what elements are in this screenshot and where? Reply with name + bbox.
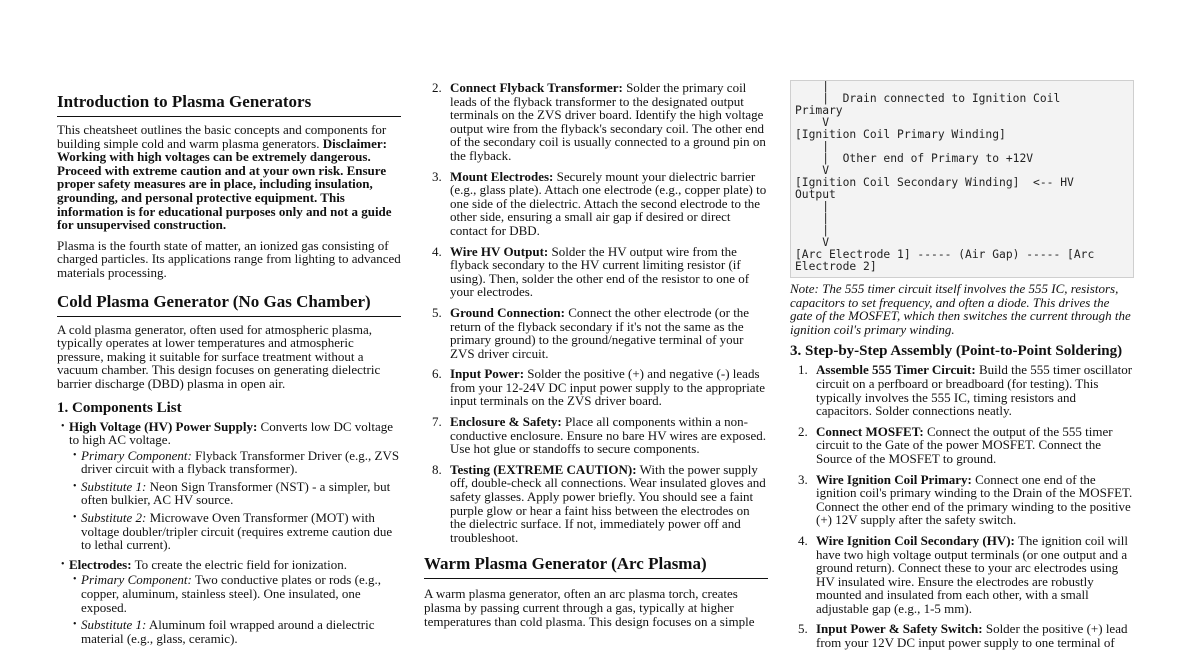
intro-paragraph xyxy=(57,123,401,232)
step-item xyxy=(790,534,1134,616)
step-number: 1. xyxy=(798,362,808,378)
step-item xyxy=(424,245,768,299)
sub-item-label: Substitute 1: xyxy=(81,617,147,633)
step-number: 8. xyxy=(432,461,442,477)
step-text: Solder the positive (+) and negative (-) leads from your 12-24V DC input power supply to the appropriate input terminals on the ZVS driver board. xyxy=(450,366,765,409)
step-label: Assemble 555 Timer Circuit: xyxy=(816,362,976,378)
intro-text: This cheatsheet outlines the basic concepts and components for building simple cold and warm plasma generators. xyxy=(57,122,387,151)
step-text: Solder the HV output wire from the flyback secondary to the HV current limiting resistor (if using). Then, solder the other end of the resistor to one of your electrodes. xyxy=(450,243,750,300)
sub-item-label: Substitute 1: xyxy=(81,478,147,494)
step-text: Securely mount your dielectric barrier (e.g., glass plate). Attach one electrode (e.g., copper plate) to one side of the dielectric. Attach the second electrode to the other side, ensuring a small air gap if desired or direct contact for DBD. xyxy=(450,168,767,238)
step-item xyxy=(424,306,768,360)
step-number: 3. xyxy=(798,471,808,487)
plasma-definition: Plasma is the fourth state of matter, an ionized gas consisting of charged particles. Its applications range from lighting to advanced materials processing. xyxy=(57,237,401,280)
sub-list xyxy=(75,573,401,645)
sub-list-item xyxy=(75,511,401,552)
sub-item-label: Substitute 2: xyxy=(81,510,147,526)
step-label: Wire HV Output: xyxy=(450,243,549,259)
step-item xyxy=(790,622,1134,649)
item-label: High Voltage (HV) Power Supply: xyxy=(69,418,258,434)
step-number: 6. xyxy=(432,366,442,382)
step-label: Connect Flyback Transformer: xyxy=(450,80,623,95)
item-text: To create the electric field for ionization. xyxy=(131,556,347,572)
circuit-note: Note: The 555 timer circuit itself involves the 555 IC, resistors, capacitors to set frequency, and often a diode. This drives the gate of the MOSFET, which then switches the current through the ignition coil's primary winding. xyxy=(790,281,1131,337)
step-item xyxy=(424,170,768,238)
sub-item-label: Primary Component: xyxy=(81,447,192,463)
sub-list-item xyxy=(75,480,401,507)
step-label: Connect MOSFET: xyxy=(816,423,924,439)
sub-list-item xyxy=(75,618,401,645)
sub-item-text: Two conductive plates or rods (e.g., copper, aluminum, stainless steel). One insulated, one exposed. xyxy=(81,572,381,615)
warm-plasma-description: A warm plasma generator, often an arc plasma torch, creates plasma by passing current through a gas, typically at higher temperatures than cold plasma. This design focuses on a simple xyxy=(424,586,755,629)
warm-assembly-steps xyxy=(790,363,1134,649)
sub-item-text: Microwave Oven Transformer (MOT) with voltage doubler/tripler circuit (requires extreme caution due to lethal current). xyxy=(81,510,393,553)
step-text: Solder the primary coil leads of the flyback transformer to the designated output terminals on the ZVS driver board. Identify the high voltage output wire from the flyback's secondary coil. The other end of the secondary coil is usually connected to a ground pin on the flyback. xyxy=(450,80,766,163)
step-item xyxy=(790,363,1134,417)
step-text: The ignition coil will have two high voltage output terminals (or one output and a ground return). Connect these to your arc electrodes using HV insulated wire. Ensure the electrodes are robustly mounted and insulated from each other, with a small adjustable gap (e.g., 1-5 mm). xyxy=(816,532,1128,616)
sub-list xyxy=(75,449,401,552)
sub-item-label: Primary Component: xyxy=(81,572,192,588)
step-label: Wire Ignition Coil Secondary (HV): xyxy=(816,532,1015,548)
assembly-heading: 3. Step-by-Step Assembly (Point-to-Point Soldering) xyxy=(790,343,1123,360)
step-text: Solder the positive (+) lead from your 12V DC input power supply to one terminal of xyxy=(816,621,1128,650)
step-label: Ground Connection: xyxy=(450,304,565,320)
list-item xyxy=(63,558,401,646)
step-text: Connect the other electrode (or the return of the flyback secondary if it's not the same as the primary ground) to the ground/negative terminal of your ZVS driver circuit. xyxy=(450,304,750,361)
step-number: 2. xyxy=(798,423,808,439)
components-list xyxy=(63,420,401,646)
components-heading: 1. Components List xyxy=(57,399,182,416)
step-number: 7. xyxy=(432,414,442,430)
sub-list-item xyxy=(75,573,401,614)
step-item xyxy=(790,473,1134,527)
sub-item-text: Neon Sign Transformer (NST) - a simpler, but often bulkier, AC HV source. xyxy=(81,478,391,508)
item-text: Converts low DC voltage to high AC voltage. xyxy=(69,418,394,448)
step-number: 5. xyxy=(798,621,808,637)
list-item xyxy=(63,420,401,552)
column-3 xyxy=(790,0,1134,650)
step-text: With the power supply off, double-check all connections. Wear insulated gloves and safety glasses. Apply power briefly. You should see a faint purple glow or hear a faint hiss between the electrodes on the dielectric surface. If not, immediately power off and troubleshoot. xyxy=(450,461,766,545)
step-item xyxy=(424,367,768,408)
step-label: Input Power: xyxy=(450,366,525,382)
step-label: Mount Electrodes: xyxy=(450,168,554,184)
step-item xyxy=(790,425,1134,466)
step-item xyxy=(424,81,768,163)
step-number: 4. xyxy=(432,243,442,259)
sub-list-item xyxy=(75,449,401,476)
circuit-diagram-code: | | Drain connected to Ignition Coil Primary V [Ignition Coil Primary Winding] | | Other end of Primary to +12V V [Ignition Coil Secondary Winding] <-- HV Output | | | V [Arc Electrode 1] ----- (Air Gap) ----- [Arc Electrode 2] xyxy=(790,80,1134,278)
step-text: Place all components within a non-conductive enclosure. Ensure no bare HV wires are exposed. Use hot glue or standoffs to secure components. xyxy=(450,414,766,457)
item-label: Electrodes: xyxy=(69,556,132,572)
cold-assembly-steps xyxy=(424,81,768,544)
sub-item-text: Aluminum foil wrapped around a dielectric material (e.g., glass, ceramic). xyxy=(81,617,375,646)
step-number: 5. xyxy=(432,304,442,320)
column-1 xyxy=(57,0,401,646)
step-item xyxy=(424,415,768,456)
intro-heading: Introduction to Plasma Generators xyxy=(57,92,401,117)
warm-plasma-heading: Warm Plasma Generator (Arc Plasma) xyxy=(424,554,768,579)
step-number: 4. xyxy=(798,532,808,548)
cold-plasma-description: A cold plasma generator, often used for atmospheric plasma, typically operates at lower temperatures and atmospheric pressure, making it suitable for surface treatment without a vacuum chamber. This design focuses on generating dielectric barrier discharge (DBD) plasma in open air. xyxy=(57,321,381,391)
step-text: Connect one end of the ignition coil's primary winding to the Drain of the MOSFET. Connect the other end of the primary winding to the positive (+) 12V supply after the safety switch. xyxy=(816,471,1133,528)
step-label: Wire Ignition Coil Primary: xyxy=(816,471,972,487)
column-2 xyxy=(424,0,768,629)
disclaimer-text: Disclaimer: Working with high voltages can be extremely dangerous. Proceed with extreme caution and at your own risk. Ensure proper safety measures are in place, including insulation, grounding, and personal protective equipment. This information is for educational purposes only and not a guide for unsupervised construction. xyxy=(57,135,392,233)
step-number: 2. xyxy=(432,80,442,95)
step-item xyxy=(424,463,768,545)
step-number: 3. xyxy=(432,168,442,184)
step-label: Testing (EXTREME CAUTION): xyxy=(450,461,637,477)
sub-item-text: Flyback Transformer Driver (e.g., ZVS driver circuit with a flyback transformer). xyxy=(81,447,400,477)
step-text: Connect the output of the 555 timer circuit to the Gate of the power MOSFET. Connect the Source of the MOSFET to ground. xyxy=(816,423,1113,466)
cold-plasma-heading: Cold Plasma Generator (No Gas Chamber) xyxy=(57,292,401,317)
step-text: Build the 555 timer oscillator circuit on a perfboard or breadboard (for testing). This typically involves the 555 IC, timing resistors and capacitors. Solder connections neatly. xyxy=(816,362,1133,419)
step-label: Enclosure & Safety: xyxy=(450,414,562,430)
step-label: Input Power & Safety Switch: xyxy=(816,621,983,637)
